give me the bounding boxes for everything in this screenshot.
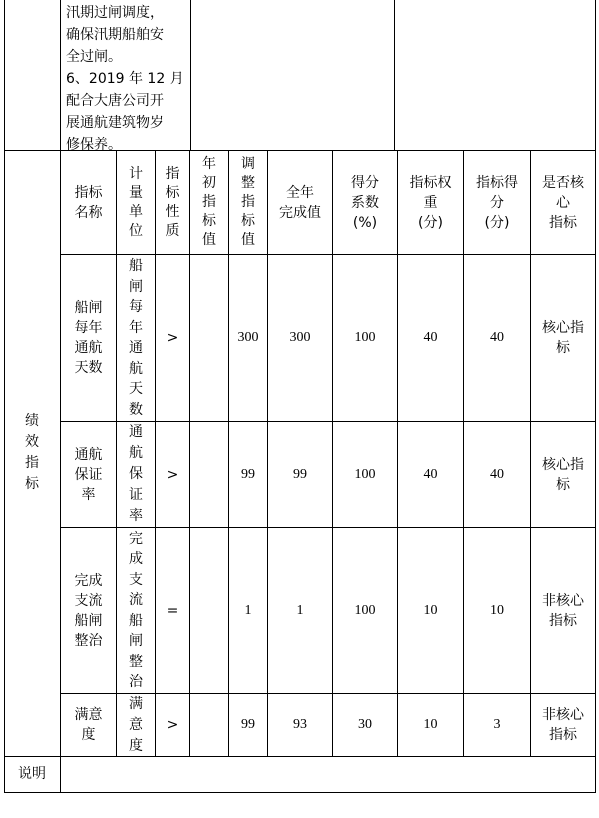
row-4-unit — [117, 694, 155, 756]
section-label-char: 效 — [25, 434, 39, 450]
row-3-unit-text: 完 — [129, 530, 143, 547]
row-3-name-text: 支流 — [74, 592, 103, 609]
row-1-weight-text: 40 — [423, 330, 438, 345]
header-adjusted-text: 整 — [241, 175, 255, 191]
row-4-nature — [156, 694, 189, 756]
row-3-score-text: 10 — [490, 602, 504, 618]
row-2-unit-text: 率 — [129, 508, 143, 524]
row-4-weight-text: 10 — [423, 717, 438, 732]
row-3-unit-text: 整 — [129, 653, 143, 670]
header-name — [61, 151, 116, 254]
row-2-unit-text: 航 — [129, 445, 143, 461]
row-4-score-coef-text: 30 — [358, 717, 372, 732]
top-description-text — [66, 2, 190, 156]
row-3-name-text: 完成 — [74, 572, 103, 589]
header-initial — [190, 151, 228, 254]
row-2-adjusted-text: 99 — [241, 466, 255, 482]
header-initial-text: 指 — [202, 194, 216, 210]
header-unit-text: 单 — [129, 203, 143, 220]
header-unit — [117, 151, 155, 254]
row-4-name-text: 度 — [81, 727, 96, 743]
top-text-line: 确保汛期船舶安 — [66, 27, 164, 43]
row-2-adjusted — [229, 422, 267, 527]
row-1-core-text: 标 — [556, 340, 570, 356]
row-2-nature — [156, 422, 189, 527]
row-3-unit-text: 支 — [129, 571, 143, 588]
header-weight — [398, 151, 463, 254]
vline — [394, 0, 395, 150]
row-4-score — [464, 694, 530, 756]
row-3-unit-text: 成 — [129, 551, 143, 567]
section-label-char: 绩 — [25, 413, 39, 429]
row-3-unit-text: 治 — [129, 674, 143, 690]
row-3-nature-text: = — [166, 602, 179, 619]
row-1-adjusted — [229, 255, 267, 421]
row-1-name — [61, 255, 116, 421]
header-score-text: 指标得 — [476, 174, 518, 191]
header-completion — [268, 151, 332, 254]
header-name-text: 名称 — [74, 204, 103, 221]
row-4-score-coef — [333, 694, 397, 756]
row-2-weight — [398, 422, 463, 527]
row-2-name-text: 通航 — [74, 446, 103, 463]
header-core — [531, 151, 595, 254]
row-4-weight — [398, 694, 463, 756]
top-text-line: 修保养。 — [66, 137, 122, 153]
row-1-score-coef-text: 100 — [354, 330, 376, 345]
row-4-unit-text: 度 — [129, 737, 143, 754]
header-initial-text: 标 — [202, 213, 216, 229]
vline — [595, 0, 596, 792]
header-weight-text: 指标权 — [409, 174, 452, 191]
row-4-unit-text: 满 — [129, 695, 143, 712]
vline — [190, 0, 191, 150]
row-1-weight — [398, 255, 463, 421]
row-2-weight-text: 40 — [423, 466, 438, 482]
header-score-coef — [333, 151, 397, 254]
section-label-char: 指 — [25, 455, 39, 471]
row-2-core-text: 核心指 — [542, 456, 584, 473]
row-2-unit — [117, 422, 155, 527]
row-3-completion — [268, 528, 332, 693]
row-3-name-text: 整治 — [74, 632, 103, 649]
row-1-completion — [268, 255, 332, 421]
row-1-initial — [190, 255, 228, 421]
row-3-initial — [190, 528, 228, 693]
row-2-name — [61, 422, 116, 527]
row-1-unit-text: 闸 — [129, 278, 143, 295]
row-3-unit-text: 流 — [129, 592, 143, 608]
row-4-adjusted-text: 99 — [241, 717, 255, 732]
row-1-score — [464, 255, 530, 421]
top-text-line: 汛期过闸调度， — [66, 5, 164, 21]
row-1-unit-text: 数 — [129, 401, 143, 418]
row-1-name-text: 通航 — [74, 340, 103, 356]
notes-label-text: 说明 — [18, 766, 46, 782]
header-score-coef-text: (%) — [352, 214, 378, 231]
row-1-name-text: 船闸 — [74, 300, 103, 316]
row-2-score-coef-text: 100 — [354, 466, 376, 482]
top-text-line: 展通航建筑物岁 — [66, 115, 164, 131]
row-1-name-text: 天数 — [74, 360, 103, 376]
row-1-unit — [117, 255, 155, 421]
header-initial-text: 值 — [202, 232, 216, 248]
header-core-text: 是否核 — [542, 174, 584, 191]
row-3-unit-text: 闸 — [129, 633, 143, 649]
header-adjusted — [229, 151, 267, 254]
top-text-line: 6、2019 年 12 月 — [66, 71, 184, 87]
row-1-score-text: 40 — [490, 330, 504, 345]
row-1-unit-text: 年 — [129, 319, 143, 336]
row-1-completion-text: 300 — [289, 330, 311, 345]
row-3-adjusted — [229, 528, 267, 693]
row-1-unit-text: 航 — [129, 360, 143, 377]
row-2-score — [464, 422, 530, 527]
row-3-score-coef-text: 100 — [354, 602, 376, 618]
row-2-name-text: 率 — [81, 486, 96, 503]
header-completion-text: 完成值 — [279, 204, 321, 221]
row-3-name — [61, 528, 116, 693]
row-2-score-coef — [333, 422, 397, 527]
header-weight-text: (分) — [418, 214, 443, 231]
top-text-line: 全过闸。 — [66, 49, 122, 65]
row-2-initial — [190, 422, 228, 527]
header-nature-text: 标 — [165, 184, 180, 201]
row-1-score-coef — [333, 255, 397, 421]
section-label-performance-indicators — [4, 150, 60, 756]
hline — [4, 756, 596, 757]
notes-label — [4, 756, 60, 792]
row-4-score-text: 3 — [493, 717, 501, 732]
row-1-unit-text: 船 — [129, 258, 143, 274]
header-unit-text: 位 — [129, 222, 143, 239]
row-3-weight-text: 10 — [423, 602, 438, 618]
row-4-name-text: 满意 — [74, 707, 103, 723]
header-unit-text: 计 — [129, 165, 143, 182]
row-4-core-text: 非核心 — [542, 707, 584, 723]
row-4-core — [531, 694, 595, 756]
row-4-unit-text: 意 — [129, 716, 143, 733]
row-3-unit — [117, 528, 155, 693]
header-score — [464, 151, 530, 254]
row-3-name-text: 船闸 — [74, 612, 103, 629]
row-2-core — [531, 422, 595, 527]
header-completion-text: 全年 — [286, 184, 314, 201]
section-label-char: 标 — [25, 476, 39, 492]
row-3-core-text: 指标 — [549, 612, 577, 629]
row-1-unit-text: 通 — [129, 340, 143, 356]
row-3-nature — [156, 528, 189, 693]
row-4-core-text: 指标 — [549, 727, 577, 743]
header-adjusted-text: 标 — [241, 213, 255, 229]
row-1-unit-text: 天 — [129, 381, 143, 397]
header-weight-text: 重 — [423, 194, 438, 211]
row-3-unit-text: 船 — [129, 612, 143, 629]
row-2-score-text: 40 — [490, 466, 504, 482]
row-1-adjusted-text: 300 — [237, 330, 259, 345]
row-4-completion-text: 93 — [293, 717, 307, 732]
row-2-core-text: 标 — [556, 476, 570, 493]
header-nature — [156, 151, 189, 254]
header-initial-text: 年 — [202, 156, 216, 172]
row-2-completion — [268, 422, 332, 527]
row-4-name — [61, 694, 116, 756]
row-4-adjusted — [229, 694, 267, 756]
row-1-nature — [156, 255, 189, 421]
header-core-text: 心 — [556, 194, 570, 211]
row-1-name-text: 每年 — [74, 320, 103, 336]
header-name-text: 指标 — [74, 184, 103, 201]
row-4-nature-text: > — [166, 717, 179, 733]
row-3-score — [464, 528, 530, 693]
row-2-completion-text: 99 — [293, 466, 307, 482]
header-core-text: 指标 — [549, 214, 577, 231]
row-3-adjusted-text: 1 — [244, 602, 252, 618]
header-adjusted-text: 值 — [241, 232, 255, 248]
row-1-core-text: 核心指 — [542, 320, 584, 336]
header-unit-text: 量 — [129, 184, 143, 201]
header-adjusted-text: 调 — [241, 156, 255, 172]
top-text-line: 配合大唐公司开 — [66, 93, 164, 109]
row-2-nature-text: > — [166, 466, 179, 483]
row-2-unit-text: 保 — [129, 466, 143, 482]
header-nature-text: 性 — [165, 203, 180, 220]
row-3-core — [531, 528, 595, 693]
row-2-unit-text: 通 — [129, 424, 143, 440]
row-1-unit-text: 每 — [129, 299, 143, 315]
header-score-coef-text: 系数 — [351, 194, 379, 211]
row-3-weight — [398, 528, 463, 693]
row-3-core-text: 非核心 — [542, 592, 584, 609]
header-score-text: (分) — [484, 214, 510, 231]
header-nature-text: 质 — [165, 222, 180, 239]
hline — [4, 792, 596, 793]
header-adjusted-text: 指 — [241, 194, 255, 210]
row-1-core — [531, 255, 595, 421]
row-3-score-coef — [333, 528, 397, 693]
row-1-nature-text: > — [166, 330, 179, 346]
row-4-completion — [268, 694, 332, 756]
row-4-initial — [190, 694, 228, 756]
header-score-text: 分 — [490, 194, 504, 211]
row-3-completion-text: 1 — [296, 602, 304, 618]
header-initial-text: 初 — [202, 175, 216, 191]
header-score-coef-text: 得分 — [351, 174, 379, 191]
row-2-name-text: 保证 — [74, 466, 103, 483]
header-nature-text: 指 — [165, 165, 180, 182]
row-2-unit-text: 证 — [129, 487, 143, 503]
